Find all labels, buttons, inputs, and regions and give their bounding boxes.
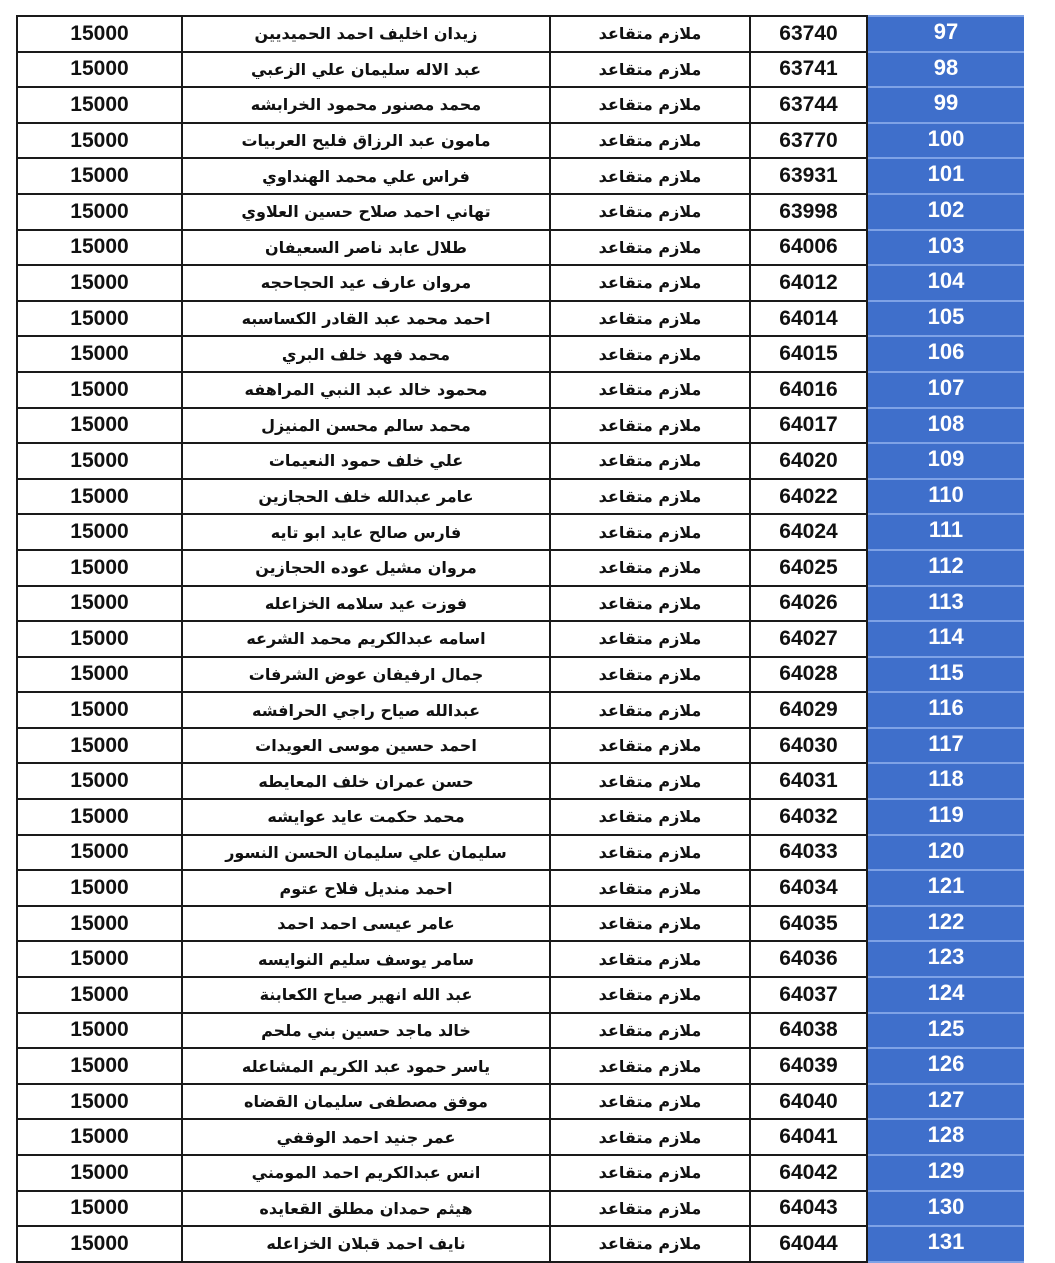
- amount-cell: 15000: [17, 87, 182, 123]
- amount-cell: 15000: [17, 621, 182, 657]
- rank-cell: ملازم متقاعد: [550, 550, 750, 586]
- rank-cell: ملازم متقاعد: [550, 728, 750, 764]
- rank-cell: ملازم متقاعد: [550, 621, 750, 657]
- military-id-cell: 64020: [750, 443, 867, 479]
- military-id-cell: 63931: [750, 158, 867, 194]
- amount-cell: 15000: [17, 835, 182, 871]
- sequence-number-cell: 125: [867, 1013, 1024, 1049]
- military-id-cell: 64044: [750, 1226, 867, 1262]
- rank-cell: ملازم متقاعد: [550, 443, 750, 479]
- sequence-number-cell: 106: [867, 336, 1024, 372]
- name-cell: سامر يوسف سليم النوايسه: [182, 941, 550, 977]
- rank-cell: ملازم متقاعد: [550, 1084, 750, 1120]
- name-cell: جمال ارفيفان عوض الشرفات: [182, 657, 550, 693]
- rank-cell: ملازم متقاعد: [550, 408, 750, 444]
- sequence-number-cell: 105: [867, 301, 1024, 337]
- name-cell: احمد حسين موسى العويدات: [182, 728, 550, 764]
- sequence-number-cell: 118: [867, 763, 1024, 799]
- military-id-cell: 64043: [750, 1191, 867, 1227]
- name-cell: فارس صالح عايد ابو تايه: [182, 514, 550, 550]
- name-cell: فوزت عيد سلامه الخزاعله: [182, 586, 550, 622]
- table-row: [17, 799, 1024, 835]
- sequence-number-cell: 109: [867, 443, 1024, 479]
- rank-cell: ملازم متقاعد: [550, 586, 750, 622]
- sequence-number-cell: 113: [867, 586, 1024, 622]
- name-cell: ياسر حمود عبد الكريم المشاعله: [182, 1048, 550, 1084]
- table-row: [17, 906, 1024, 942]
- rank-cell: ملازم متقاعد: [550, 52, 750, 88]
- table-row: [17, 158, 1024, 194]
- sequence-number-cell: 114: [867, 621, 1024, 657]
- sequence-number-cell: 111: [867, 514, 1024, 550]
- rank-cell: ملازم متقاعد: [550, 1119, 750, 1155]
- military-id-cell: 64041: [750, 1119, 867, 1155]
- amount-cell: 15000: [17, 1048, 182, 1084]
- rank-cell: ملازم متقاعد: [550, 906, 750, 942]
- rank-cell: ملازم متقاعد: [550, 194, 750, 230]
- table-row: [17, 123, 1024, 159]
- sequence-number-cell: 119: [867, 799, 1024, 835]
- rank-cell: ملازم متقاعد: [550, 479, 750, 515]
- military-id-cell: 64017: [750, 408, 867, 444]
- military-id-cell: 64026: [750, 586, 867, 622]
- rank-cell: ملازم متقاعد: [550, 16, 750, 52]
- table-row: [17, 1013, 1024, 1049]
- rank-cell: ملازم متقاعد: [550, 372, 750, 408]
- amount-cell: 15000: [17, 728, 182, 764]
- sequence-number-cell: 102: [867, 194, 1024, 230]
- rank-cell: ملازم متقاعد: [550, 1048, 750, 1084]
- table-row: [17, 763, 1024, 799]
- sequence-number-cell: 122: [867, 906, 1024, 942]
- amount-cell: 15000: [17, 1191, 182, 1227]
- table-body: [17, 16, 1024, 1262]
- table-row: [17, 835, 1024, 871]
- rank-cell: ملازم متقاعد: [550, 763, 750, 799]
- amount-cell: 15000: [17, 1013, 182, 1049]
- amount-cell: 15000: [17, 123, 182, 159]
- table-row: [17, 1226, 1024, 1262]
- table-row: [17, 230, 1024, 266]
- sequence-number-cell: 123: [867, 941, 1024, 977]
- rank-cell: ملازم متقاعد: [550, 941, 750, 977]
- table-row: [17, 336, 1024, 372]
- amount-cell: 15000: [17, 514, 182, 550]
- amount-cell: 15000: [17, 336, 182, 372]
- rank-cell: ملازم متقاعد: [550, 1155, 750, 1191]
- military-id-cell: 64014: [750, 301, 867, 337]
- table-row: [17, 657, 1024, 693]
- name-cell: عمر جنيد احمد الوقفي: [182, 1119, 550, 1155]
- name-cell: مامون عبد الرزاق فليح العربيات: [182, 123, 550, 159]
- rank-cell: ملازم متقاعد: [550, 1013, 750, 1049]
- military-id-cell: 64042: [750, 1155, 867, 1191]
- table-row: [17, 728, 1024, 764]
- military-id-cell: 64025: [750, 550, 867, 586]
- rank-cell: ملازم متقاعد: [550, 123, 750, 159]
- military-id-cell: 64024: [750, 514, 867, 550]
- name-cell: سليمان علي سليمان الحسن النسور: [182, 835, 550, 871]
- table-row: [17, 372, 1024, 408]
- amount-cell: 15000: [17, 16, 182, 52]
- amount-cell: 15000: [17, 301, 182, 337]
- amount-cell: 15000: [17, 158, 182, 194]
- table-row: [17, 1084, 1024, 1120]
- rank-cell: ملازم متقاعد: [550, 301, 750, 337]
- sequence-number-cell: 107: [867, 372, 1024, 408]
- sequence-number-cell: 100: [867, 123, 1024, 159]
- retirees-table: [16, 15, 1024, 1263]
- name-cell: محمد فهد خلف البري: [182, 336, 550, 372]
- rank-cell: ملازم متقاعد: [550, 514, 750, 550]
- table-row: [17, 443, 1024, 479]
- sequence-number-cell: 126: [867, 1048, 1024, 1084]
- table-row: [17, 1155, 1024, 1191]
- table-row: [17, 52, 1024, 88]
- amount-cell: 15000: [17, 372, 182, 408]
- sequence-number-cell: 103: [867, 230, 1024, 266]
- military-id-cell: 64034: [750, 870, 867, 906]
- table-row: [17, 1191, 1024, 1227]
- military-id-cell: 64037: [750, 977, 867, 1013]
- military-id-cell: 64029: [750, 692, 867, 728]
- military-id-cell: 64033: [750, 835, 867, 871]
- name-cell: خالد ماجد حسين بني ملحم: [182, 1013, 550, 1049]
- rank-cell: ملازم متقاعد: [550, 265, 750, 301]
- name-cell: فراس علي محمد الهنداوي: [182, 158, 550, 194]
- military-id-cell: 64016: [750, 372, 867, 408]
- amount-cell: 15000: [17, 1119, 182, 1155]
- table-row: [17, 16, 1024, 52]
- military-id-cell: 63740: [750, 16, 867, 52]
- name-cell: علي خلف حمود النعيمات: [182, 443, 550, 479]
- rank-cell: ملازم متقاعد: [550, 835, 750, 871]
- sequence-number-cell: 128: [867, 1119, 1024, 1155]
- table-row: [17, 870, 1024, 906]
- military-id-cell: 64006: [750, 230, 867, 266]
- name-cell: موفق مصطفى سليمان القضاه: [182, 1084, 550, 1120]
- amount-cell: 15000: [17, 692, 182, 728]
- rank-cell: ملازم متقاعد: [550, 870, 750, 906]
- name-cell: عامر عيسى احمد احمد: [182, 906, 550, 942]
- table-row: [17, 265, 1024, 301]
- sequence-number-cell: 130: [867, 1191, 1024, 1227]
- sequence-number-cell: 108: [867, 408, 1024, 444]
- table-row: [17, 621, 1024, 657]
- amount-cell: 15000: [17, 550, 182, 586]
- name-cell: اسامه عبدالكريم محمد الشرعه: [182, 621, 550, 657]
- amount-cell: 15000: [17, 941, 182, 977]
- amount-cell: 15000: [17, 265, 182, 301]
- sequence-number-cell: 104: [867, 265, 1024, 301]
- rank-cell: ملازم متقاعد: [550, 87, 750, 123]
- table-row: [17, 301, 1024, 337]
- name-cell: حسن عمران خلف المعايطه: [182, 763, 550, 799]
- sequence-number-cell: 110: [867, 479, 1024, 515]
- military-id-cell: 63744: [750, 87, 867, 123]
- military-id-cell: 64022: [750, 479, 867, 515]
- military-id-cell: 64040: [750, 1084, 867, 1120]
- name-cell: انس عبدالكريم احمد المومني: [182, 1155, 550, 1191]
- amount-cell: 15000: [17, 977, 182, 1013]
- name-cell: عبد الله انهير صياح الكعابنة: [182, 977, 550, 1013]
- amount-cell: 15000: [17, 443, 182, 479]
- table-row: [17, 977, 1024, 1013]
- sequence-number-cell: 131: [867, 1226, 1024, 1262]
- name-cell: احمد محمد عبد القادر الكساسبه: [182, 301, 550, 337]
- sequence-number-cell: 112: [867, 550, 1024, 586]
- sequence-number-cell: 124: [867, 977, 1024, 1013]
- rank-cell: ملازم متقاعد: [550, 799, 750, 835]
- military-id-cell: 63770: [750, 123, 867, 159]
- name-cell: احمد منديل فلاح عتوم: [182, 870, 550, 906]
- table-row: [17, 692, 1024, 728]
- sequence-number-cell: 115: [867, 657, 1024, 693]
- amount-cell: 15000: [17, 799, 182, 835]
- name-cell: مروان مشيل عوده الحجازين: [182, 550, 550, 586]
- military-id-cell: 64032: [750, 799, 867, 835]
- sequence-number-cell: 127: [867, 1084, 1024, 1120]
- rank-cell: ملازم متقاعد: [550, 1226, 750, 1262]
- sequence-number-cell: 98: [867, 52, 1024, 88]
- amount-cell: 15000: [17, 479, 182, 515]
- sequence-number-cell: 117: [867, 728, 1024, 764]
- sequence-number-cell: 120: [867, 835, 1024, 871]
- sequence-number-cell: 121: [867, 870, 1024, 906]
- military-id-cell: 64027: [750, 621, 867, 657]
- amount-cell: 15000: [17, 230, 182, 266]
- rank-cell: ملازم متقاعد: [550, 657, 750, 693]
- name-cell: محمد مصنور محمود الخرابشه: [182, 87, 550, 123]
- sequence-number-cell: 116: [867, 692, 1024, 728]
- name-cell: عبد الاله سليمان علي الزعبي: [182, 52, 550, 88]
- military-id-cell: 64030: [750, 728, 867, 764]
- table-row: [17, 586, 1024, 622]
- name-cell: محمود خالد عبد النبي المراهفه: [182, 372, 550, 408]
- table-row: [17, 941, 1024, 977]
- name-cell: هيثم حمدان مطلق القعايده: [182, 1191, 550, 1227]
- name-cell: عامر عبدالله خلف الحجازين: [182, 479, 550, 515]
- name-cell: زيدان اخليف احمد الحميديين: [182, 16, 550, 52]
- name-cell: نايف احمد قبلان الخزاعله: [182, 1226, 550, 1262]
- rank-cell: ملازم متقاعد: [550, 158, 750, 194]
- amount-cell: 15000: [17, 52, 182, 88]
- table-row: [17, 550, 1024, 586]
- amount-cell: 15000: [17, 870, 182, 906]
- table-row: [17, 1119, 1024, 1155]
- rank-cell: ملازم متقاعد: [550, 692, 750, 728]
- military-id-cell: 64036: [750, 941, 867, 977]
- military-id-cell: 64039: [750, 1048, 867, 1084]
- sequence-number-cell: 99: [867, 87, 1024, 123]
- name-cell: طلال عابد ناصر السعيفان: [182, 230, 550, 266]
- military-id-cell: 64012: [750, 265, 867, 301]
- military-id-cell: 63741: [750, 52, 867, 88]
- sequence-number-cell: 129: [867, 1155, 1024, 1191]
- sequence-number-cell: 97: [867, 16, 1024, 52]
- amount-cell: 15000: [17, 1084, 182, 1120]
- name-cell: محمد حكمت عايد عوايشه: [182, 799, 550, 835]
- table-row: [17, 194, 1024, 230]
- military-id-cell: 64035: [750, 906, 867, 942]
- table-row: [17, 87, 1024, 123]
- amount-cell: 15000: [17, 586, 182, 622]
- table-row: [17, 408, 1024, 444]
- amount-cell: 15000: [17, 763, 182, 799]
- military-id-cell: 64038: [750, 1013, 867, 1049]
- name-cell: تهاني احمد صلاح حسين العلاوي: [182, 194, 550, 230]
- sequence-number-cell: 101: [867, 158, 1024, 194]
- name-cell: عبدالله صياح راجي الحرافشه: [182, 692, 550, 728]
- rank-cell: ملازم متقاعد: [550, 336, 750, 372]
- name-cell: مروان عارف عيد الحجاحجه: [182, 265, 550, 301]
- military-id-cell: 64028: [750, 657, 867, 693]
- table-row: [17, 1048, 1024, 1084]
- table-row: [17, 514, 1024, 550]
- military-id-cell: 64031: [750, 763, 867, 799]
- amount-cell: 15000: [17, 657, 182, 693]
- rank-cell: ملازم متقاعد: [550, 230, 750, 266]
- name-cell: محمد سالم محسن المنيزل: [182, 408, 550, 444]
- table-row: [17, 479, 1024, 515]
- military-id-cell: 64015: [750, 336, 867, 372]
- amount-cell: 15000: [17, 906, 182, 942]
- amount-cell: 15000: [17, 1155, 182, 1191]
- amount-cell: 15000: [17, 1226, 182, 1262]
- amount-cell: 15000: [17, 194, 182, 230]
- rank-cell: ملازم متقاعد: [550, 977, 750, 1013]
- amount-cell: 15000: [17, 408, 182, 444]
- rank-cell: ملازم متقاعد: [550, 1191, 750, 1227]
- military-id-cell: 63998: [750, 194, 867, 230]
